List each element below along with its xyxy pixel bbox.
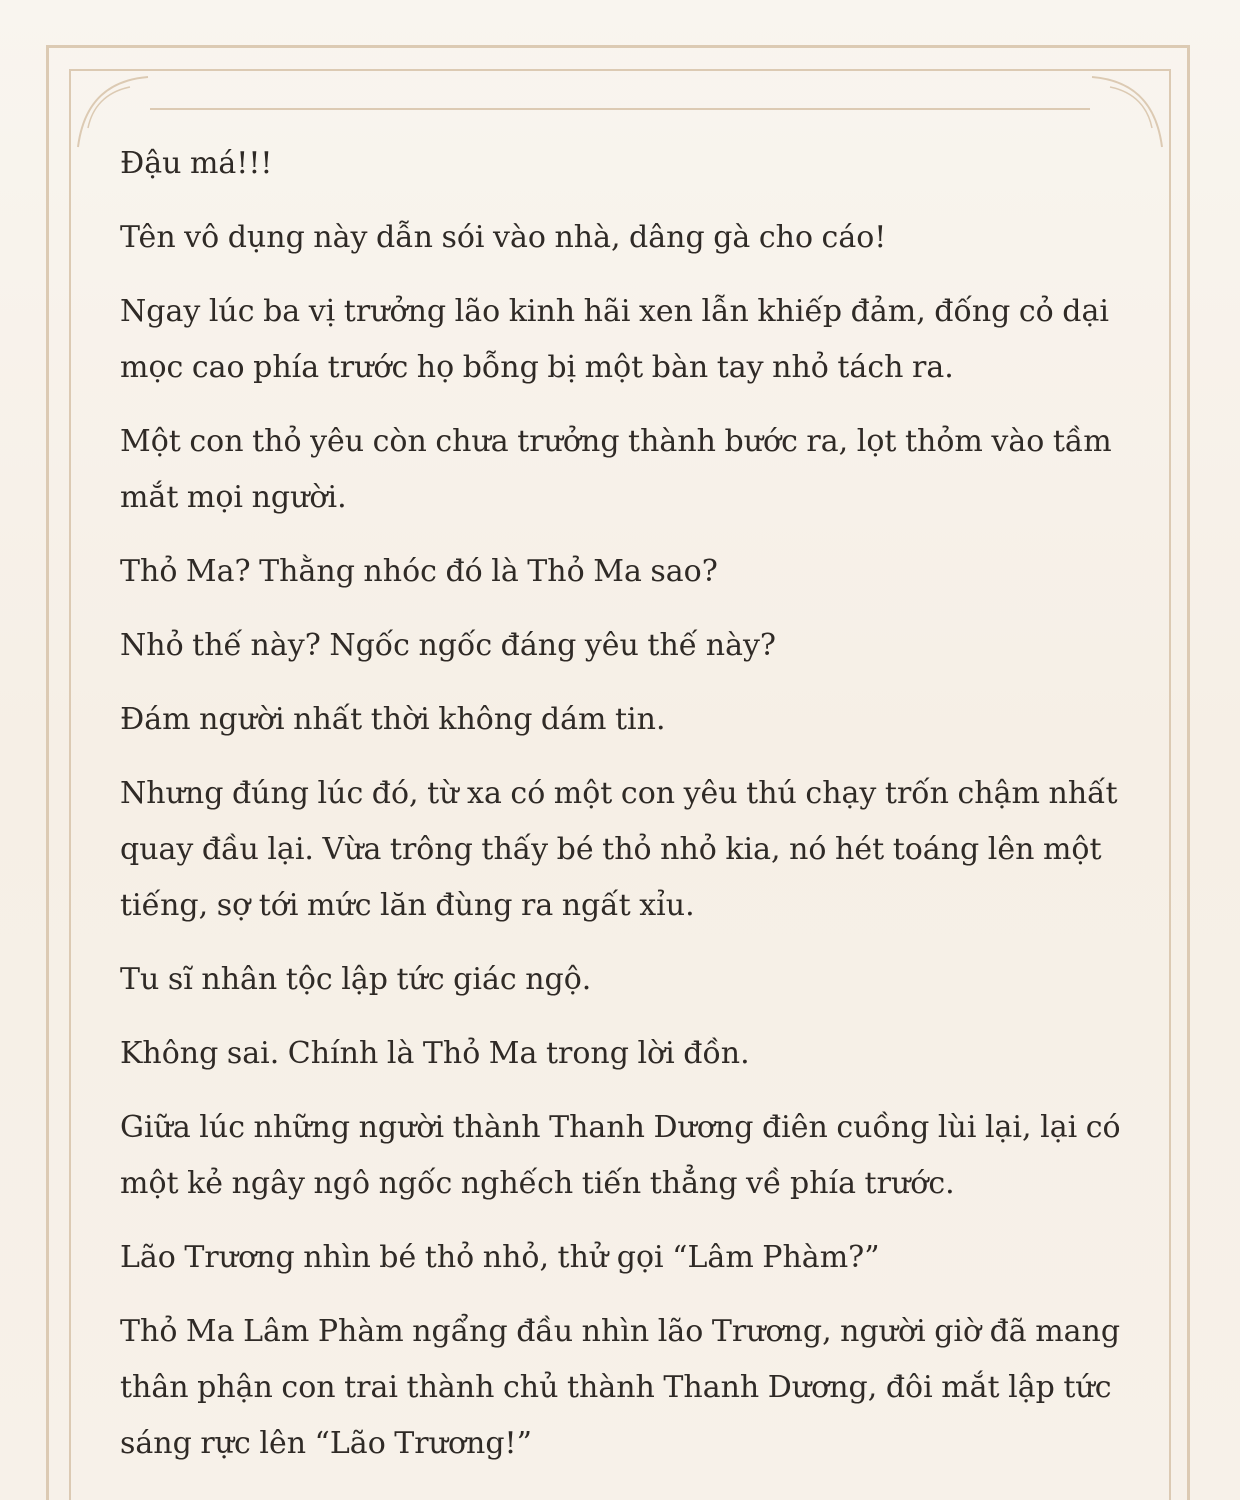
paragraph: Nhỏ thế này? Ngốc ngốc đáng yêu thế này? — [120, 628, 776, 663]
paragraph: Lão Trương nhìn bé thỏ nhỏ, thử gọi “Lâm Phàm?” — [120, 1240, 880, 1275]
paragraph: Đậu má!!! — [120, 146, 273, 181]
paragraph: Thỏ Ma? Thằng nhóc đó là Thỏ Ma sao? — [120, 554, 718, 589]
paragraph: Giữa lúc những người thành Thanh Dương điên cuồng lùi lại, lại có một kẻ ngây ngô ngốc nghếch tiến thẳng về phía trước. — [120, 1110, 1121, 1201]
paragraph: Không sai. Chính là Thỏ Ma trong lời đồn. — [120, 1036, 750, 1071]
chapter-text — [120, 136, 1130, 1490]
paragraph: Tu sĩ nhân tộc lập tức giác ngộ. — [120, 962, 592, 997]
paragraph: Tên vô dụng này dẫn sói vào nhà, dâng gà cho cáo! — [120, 220, 887, 255]
paragraph: Thỏ Ma Lâm Phàm ngẩng đầu nhìn lão Trương, người giờ đã mang thân phận con trai thành chủ thành Thanh Dương, đôi mắt lập tức sáng rực lên “Lão Trương!” — [120, 1314, 1121, 1461]
paragraph: Nhưng đúng lúc đó, từ xa có một con yêu thú chạy trốn chậm nhất quay đầu lại. Vừa trông thấy bé thỏ nhỏ kia, nó hét toáng lên một tiếng, sợ tới mức lăn đùng ra ngất xỉu. — [120, 776, 1118, 923]
paragraph: Ngay lúc ba vị trưởng lão kinh hãi xen lẫn khiếp đảm, đống cỏ dại mọc cao phía trước họ bỗng bị một bàn tay nhỏ tách ra. — [120, 294, 1109, 385]
paragraph: Đám người nhất thời không dám tin. — [120, 702, 666, 737]
paragraph: Một con thỏ yêu còn chưa trưởng thành bước ra, lọt thỏm vào tầm mắt mọi người. — [120, 424, 1112, 515]
